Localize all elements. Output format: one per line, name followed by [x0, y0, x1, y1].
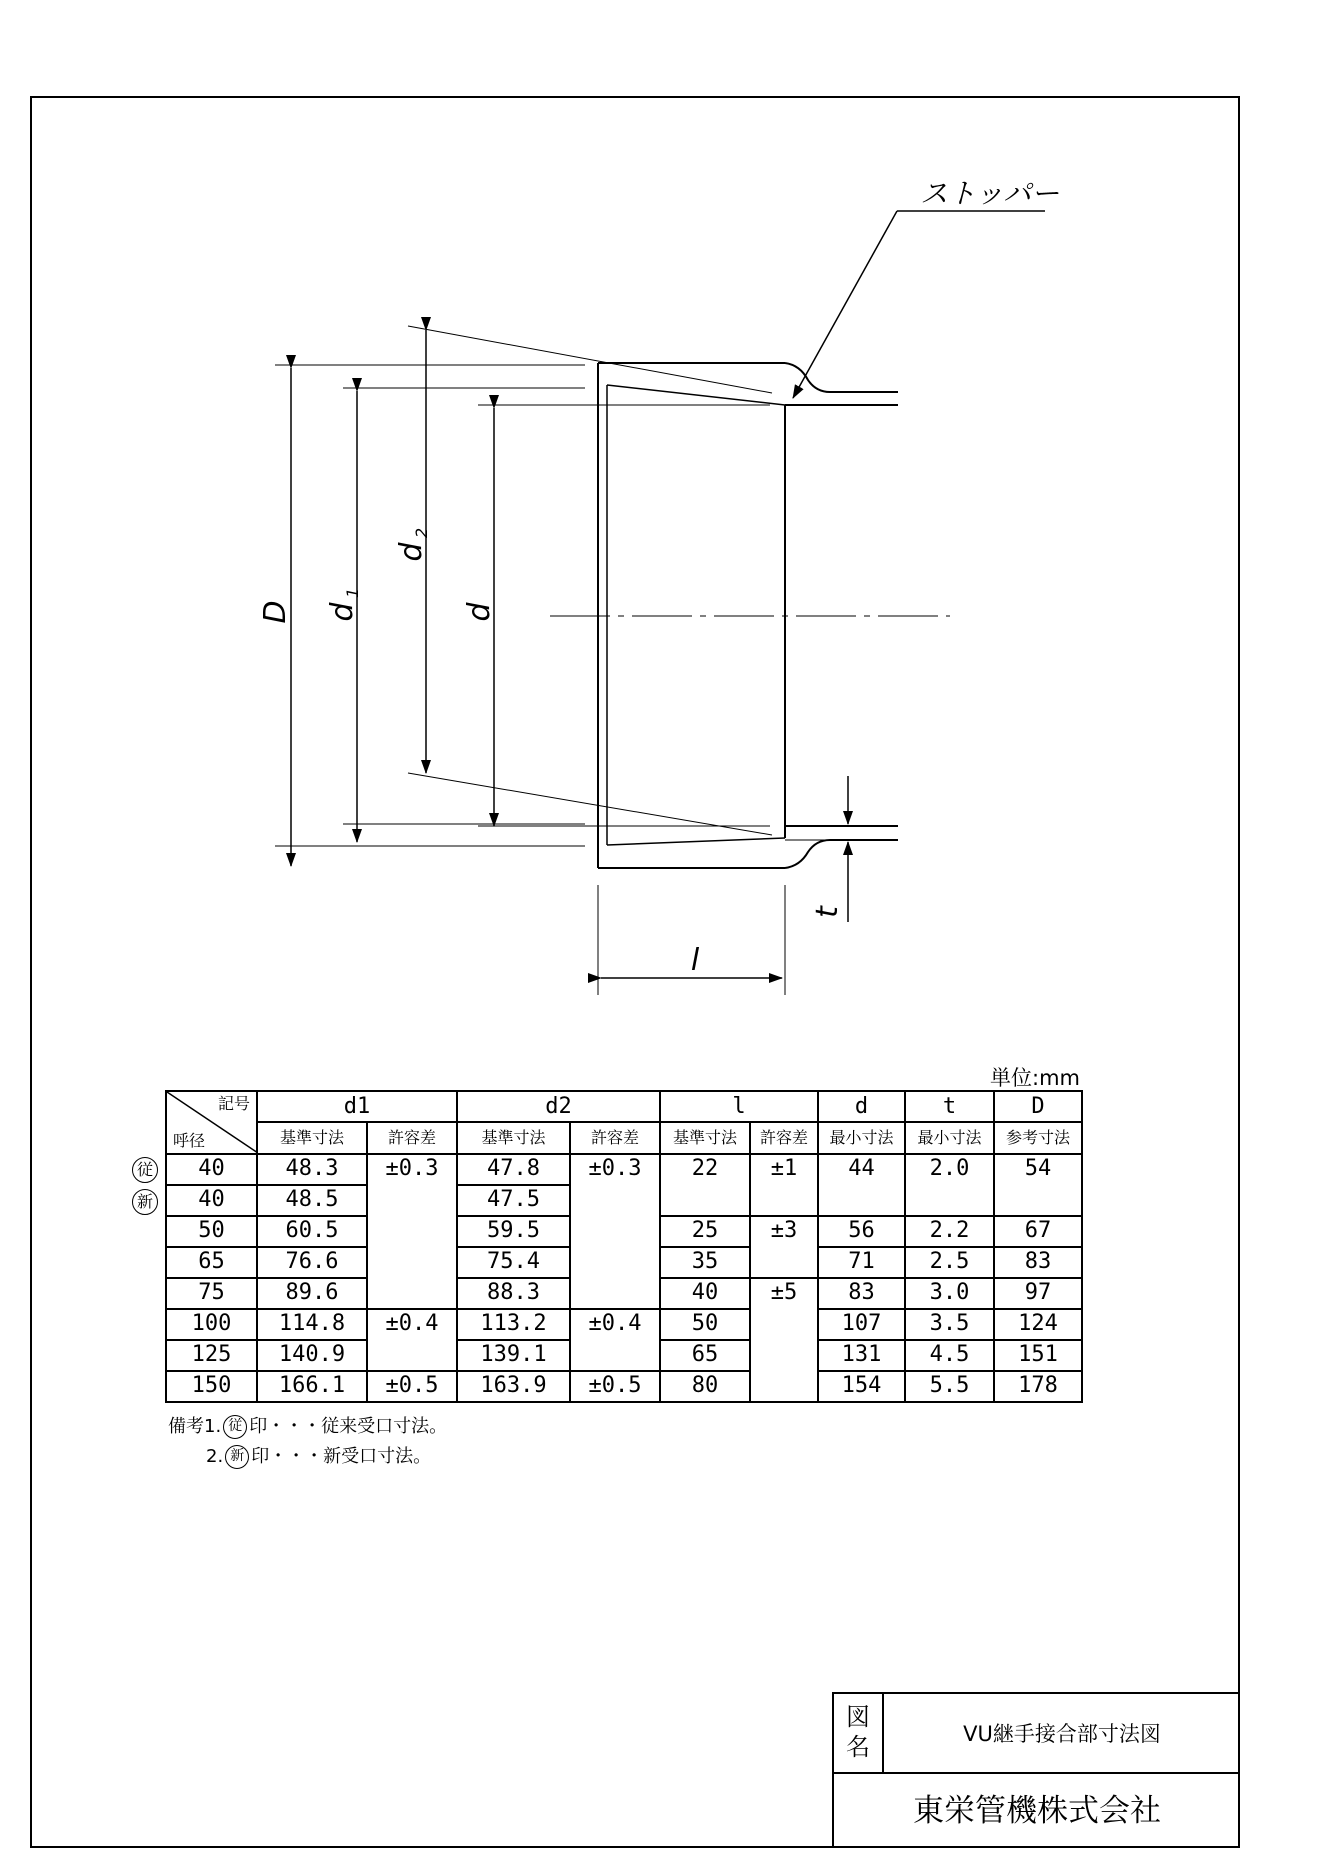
drawing-name: VU継手接合部寸法図 [884, 1694, 1240, 1774]
row-mark-new: 新 [132, 1189, 158, 1215]
d2-cell: 163.9 [457, 1371, 570, 1402]
sub-head: 最小寸法 [818, 1122, 905, 1154]
l-cell: 80 [660, 1371, 750, 1402]
d1-tol-cell: ±0.3 [367, 1154, 457, 1309]
d1-cell: 48.5 [257, 1185, 367, 1216]
sub-head: 基準寸法 [257, 1122, 367, 1154]
table-row [166, 1371, 1082, 1402]
title-block-label-line2: 名 [846, 1733, 870, 1761]
l-tol-cell: ±5 [750, 1278, 818, 1402]
d2-tol-cell: ±0.3 [570, 1154, 660, 1309]
note-text-2: 印・・・新受口寸法。 [251, 1446, 432, 1467]
d-cell: 154 [818, 1371, 905, 1402]
d2-cell: 88.3 [457, 1278, 570, 1309]
stopper-leader [793, 211, 897, 398]
size-cell: 40 [166, 1154, 257, 1185]
d-cell: 71 [818, 1247, 905, 1278]
note-mark-new: 新 [225, 1445, 249, 1469]
t-cell: 4.5 [905, 1340, 994, 1371]
t-cell: 3.5 [905, 1309, 994, 1340]
row-mark-old: 従 [132, 1157, 158, 1183]
note-prefix: 備考1. [168, 1416, 222, 1437]
t-cell: 3.0 [905, 1278, 994, 1309]
dim-label-D: D [258, 600, 293, 624]
d-cell: 131 [818, 1340, 905, 1371]
D-cell: 54 [994, 1154, 1082, 1216]
dim-label-d: d [462, 602, 497, 622]
D-cell: 67 [994, 1216, 1082, 1247]
corner-label-symbol: 記号 [217, 1094, 250, 1113]
dim-label-d2 [394, 528, 431, 562]
l-cell: 65 [660, 1340, 750, 1371]
table-subheader-row [166, 1122, 1082, 1154]
size-cell: 50 [166, 1216, 257, 1247]
d1-cell: 166.1 [257, 1371, 367, 1402]
title-block-label [834, 1694, 884, 1774]
l-cell: 22 [660, 1154, 750, 1216]
col-head-l: l [660, 1091, 818, 1122]
D-cell: 178 [994, 1371, 1082, 1402]
t-cell: 5.5 [905, 1371, 994, 1402]
d1-cell: 114.8 [257, 1309, 367, 1340]
d1-cell: 48.3 [257, 1154, 367, 1185]
sub-head: 基準寸法 [660, 1122, 750, 1154]
l-cell: 50 [660, 1309, 750, 1340]
size-cell: 40 [166, 1185, 257, 1216]
d2-cell: 47.8 [457, 1154, 570, 1185]
unit-label: 単位:mm [990, 1066, 1080, 1090]
table-corner-cell [166, 1091, 257, 1154]
dim-label-d1 [325, 588, 362, 622]
d2-cell: 139.1 [457, 1340, 570, 1371]
col-head-t: t [905, 1091, 994, 1122]
d1-cell: 60.5 [257, 1216, 367, 1247]
col-head-d1: d1 [257, 1091, 457, 1122]
d2-tol-cell: ±0.5 [570, 1371, 660, 1402]
d-cell: 44 [818, 1154, 905, 1216]
d-cell: 107 [818, 1309, 905, 1340]
t-cell: 2.5 [905, 1247, 994, 1278]
l-tol-cell: ±3 [750, 1216, 818, 1278]
note-line-2 [168, 1442, 447, 1472]
l-tol-cell: ±1 [750, 1154, 818, 1216]
svg-text:2: 2 [412, 527, 431, 538]
size-cell: 150 [166, 1371, 257, 1402]
dimension-table [165, 1090, 1083, 1403]
note-prefix-2: 2. [206, 1446, 224, 1467]
table-row [166, 1309, 1082, 1340]
sub-head: 許容差 [367, 1122, 457, 1154]
stopper-label: ストッパー [920, 177, 1060, 210]
t-cell: 2.0 [905, 1154, 994, 1216]
D-cell: 124 [994, 1309, 1082, 1340]
D-cell: 97 [994, 1278, 1082, 1309]
table-header-row [166, 1091, 1082, 1122]
notes [168, 1412, 447, 1472]
d2-tol-cell: ±0.4 [570, 1309, 660, 1371]
d-cell: 56 [818, 1216, 905, 1247]
t-cell: 2.2 [905, 1216, 994, 1247]
title-block-label-line1: 図 [846, 1703, 870, 1731]
dim-label-t: t [810, 906, 845, 918]
sub-head: 許容差 [570, 1122, 660, 1154]
svg-text:d: d [394, 542, 429, 562]
D-cell: 83 [994, 1247, 1082, 1278]
d1-cell: 140.9 [257, 1340, 367, 1371]
D-cell: 151 [994, 1340, 1082, 1371]
sub-head: 基準寸法 [457, 1122, 570, 1154]
company-name: 東栄管機株式会社 [913, 1793, 1161, 1829]
note-mark-old: 従 [223, 1415, 247, 1439]
col-head-d: d [818, 1091, 905, 1122]
sub-head: 参考寸法 [994, 1122, 1082, 1154]
size-cell: 75 [166, 1278, 257, 1309]
size-cell: 125 [166, 1340, 257, 1371]
d-cell: 83 [818, 1278, 905, 1309]
corner-label-size: 呼径 [173, 1131, 206, 1150]
d2-cell: 47.5 [457, 1185, 570, 1216]
dim-label-l: l [690, 943, 700, 978]
svg-text:1: 1 [343, 587, 362, 598]
d1-tol-cell: ±0.5 [367, 1371, 457, 1402]
l-cell: 35 [660, 1247, 750, 1278]
table-row [166, 1154, 1082, 1185]
sub-head: 許容差 [750, 1122, 818, 1154]
title-block [832, 1692, 1240, 1848]
svg-text:d: d [325, 602, 360, 622]
d1-cell: 89.6 [257, 1278, 367, 1309]
d1-cell: 76.6 [257, 1247, 367, 1278]
size-cell: 65 [166, 1247, 257, 1278]
extension-lines [275, 326, 860, 995]
col-head-d2: d2 [457, 1091, 660, 1122]
col-head-D: D [994, 1091, 1082, 1122]
size-cell: 100 [166, 1309, 257, 1340]
l-cell: 40 [660, 1278, 750, 1309]
d1-tol-cell: ±0.4 [367, 1309, 457, 1371]
sub-head: 最小寸法 [905, 1122, 994, 1154]
note-text-1: 印・・・従来受口寸法。 [249, 1416, 448, 1437]
l-cell: 25 [660, 1216, 750, 1247]
d2-cell: 113.2 [457, 1309, 570, 1340]
d2-cell: 75.4 [457, 1247, 570, 1278]
note-line-1 [168, 1412, 447, 1442]
d2-cell: 59.5 [457, 1216, 570, 1247]
